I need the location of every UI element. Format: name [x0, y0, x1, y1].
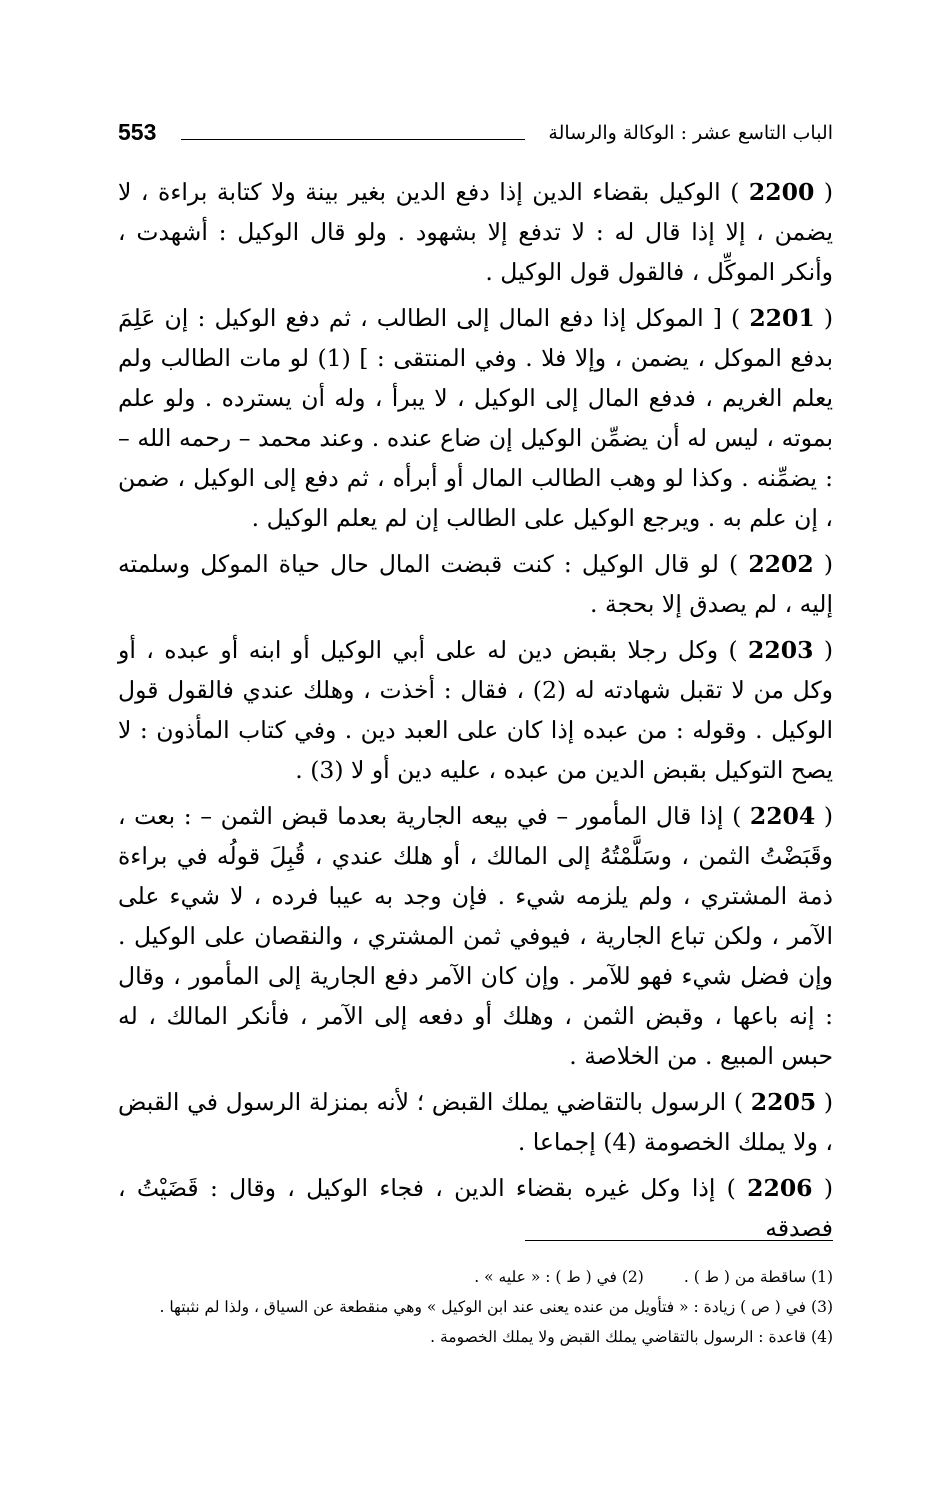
paragraph-2206: ( 2206 ) إذا وكل غيره بقضاء الدين ، فجاء الوكيل ، وقال : قَضَيْتُ ، فصدقه — [118, 1174, 833, 1242]
paragraph-text: إذا قال المأمور – في بيعه الجارية بعدما قبض الثمن – : بعت ، وقَبَضْتُ الثمن ، وسَلَّمْتُهُ إلى المالك ، أو هلك عندي ، قُبِلَ قولُه في براءة ذمة المشتري ، ولم يلزمه شيء . فإن وجد به عيبا فرده ، لا شيء على الآمر ، ولكن تباع الجارية ، فيوفي ثمن المشتري ، والنقصان على الوكيل . وإن فضل شيء فهو للآمر . وإن كان الآمر دفع الجارية إلى المأمور ، وقال : إنه باعها ، وقبض الثمن ، وهلك أو دفعه إلى الآمر ، فأنكر المالك ، له حبس المبيع . من الخلاصة . — [118, 802, 833, 1070]
paragraph-text: [ الموكل إذا دفع المال إلى الطالب ، ثم دفع الوكيل : إن عَلِمَ بدفع الموكل ، يضمن ، وإلا فلا . وفي المنتقى : ] (1) لو مات الطالب ولم يعلم الغريم ، فدفع المال إلى الوكيل ، لا يبرأ ، وله أن يسترده . ولو علم بموته ، ليس له أن يضمِّن الوكيل إن ضاع عنده . وعند محمد – رحمه الله – : يضمِّنه . وكذا لو وهب الطالب المال أو أبرأه ، ثم دفع إلى الوكيل ، ضمن ، إن علم به . ويرجع الوكيل على الطالب إن لم يعلم الوكيل . — [118, 304, 833, 532]
paragraph-text: وكل رجلا بقبض دين له على أبي الوكيل أو ابنه أو عبده ، أو وكل من لا تقبل شهادته له (2) ، فقال : أخذت ، وهلك عندي فالقول قول الوكيل . وقوله : من عبده إذا كان على العبد دين . وفي كتاب المأذون : لا يصح التوكيل بقبض الدين من عبده ، عليه دين أو لا (3) . — [118, 636, 833, 784]
paragraph-number: 2204 — [749, 802, 816, 830]
footnote-1: (1) ساقطة من ( ط ) . — [683, 1268, 833, 1286]
paragraph-2205: ( 2205 ) الرسول بالتقاضي يملك القبض ؛ لأنه بمنزلة الرسول في القبض ، ولا يملك الخصومة (4) إجماعا . — [118, 1088, 834, 1156]
paragraph-number: 2206 — [747, 1174, 813, 1202]
footnotes — [118, 1262, 833, 1352]
header-divider — [181, 139, 525, 140]
footnote-2: (2) في ( ط ) : « عليه » . — [474, 1268, 644, 1286]
paragraph-2203: ( 2203 ) وكل رجلا بقبض دين له على أبي الوكيل أو ابنه أو عبده ، أو وكل من لا تقبل شهادته له (2) ، فقال : أخذت ، وهلك عندي فالقول قول الوكيل . وقوله : من عبده إذا كان على العبد دين . وفي كتاب المأذون : لا يصح التوكيل بقبض الدين من عبده ، عليه دين أو لا (3) . — [118, 636, 834, 784]
paragraph-2204: ( 2204 ) إذا قال المأمور – في بيعه الجارية بعدما قبض الثمن – : بعت ، وقَبَضْتُ الثمن ، وسَلَّمْتُهُ إلى المالك ، أو هلك عندي ، قُبِلَ قولُه في براءة ذمة المشتري ، ولم يلزمه شيء . فإن وجد به عيبا فرده ، لا شيء على الآمر ، ولكن تباع الجارية ، فيوفي ثمن المشتري ، والنقصان على الوكيل . وإن فضل شيء فهو للآمر . وإن كان الآمر دفع الجارية إلى المأمور ، وقال : إنه باعها ، وقبض الثمن ، وهلك أو دفعه إلى الآمر ، فأنكر المالك ، له حبس المبيع . من الخلاصة . — [118, 802, 834, 1070]
paragraph-2201: ( 2201 ) [ الموكل إذا دفع المال إلى الطالب ، ثم دفع الوكيل : إن عَلِمَ بدفع الموكل ، يضمن ، وإلا فلا . وفي المنتقى : ] (1) لو مات الطالب ولم يعلم الغريم ، فدفع المال إلى الوكيل ، لا يبرأ ، وله أن يسترده . ولو علم بموته ، ليس له أن يضمِّن الوكيل إن ضاع عنده . وعند محمد – رحمه الله – : يضمِّنه . وكذا لو وهب الطالب المال أو أبرأه ، ثم دفع إلى الوكيل ، ضمن ، إن علم به . ويرجع الوكيل على الطالب إن لم يعلم الوكيل . — [118, 304, 834, 532]
running-header — [118, 119, 833, 158]
paragraph-number: 2200 — [748, 178, 815, 206]
paragraph-2202: ( 2202 ) لو قال الوكيل : كنت قبضت المال حال حياة الموكل وسلمته إليه ، لم يصدق إلا بحجة . — [118, 550, 834, 618]
footnote-divider — [525, 1240, 833, 1241]
paragraph-number: 2203 — [748, 636, 814, 664]
paragraph-text: لو قال الوكيل : كنت قبضت المال حال حياة الموكل وسلمته إليه ، لم يصدق إلا بحجة . — [118, 550, 833, 618]
page-number: 553 — [118, 119, 157, 145]
paragraph-number: 2202 — [748, 550, 814, 578]
footnote-4: (4) قاعدة : الرسول بالتقاضي يملك القبض ولا يملك الخصومة . — [430, 1328, 833, 1346]
paragraph-2200: ( 2200 ) الوكيل بقضاء الدين إذا دفع الدين بغير بينة ولا كتابة براءة ، لا يضمن ، إلا إذا قال له : لا تدفع إلا بشهود . ولو قال الوكيل : أشهدت ، وأنكر الموكِّل ، فالقول قول الوكيل . — [118, 178, 834, 286]
paragraph-number: 2205 — [750, 1088, 817, 1116]
paragraph-text: الوكيل بقضاء الدين إذا دفع الدين بغير بينة ولا كتابة براءة ، لا يضمن ، إلا إذا قال له : لا تدفع إلا بشهود . ولو قال الوكيل : أشهدت ، وأنكر الموكِّل ، فالقول قول الوكيل . — [118, 178, 833, 286]
footnote-3: (3) في ( ص ) زيادة : « فتأويل من عنده يعنى عند ابن الوكيل » وهي منقطعة عن السياق ، ولذا لم نثبتها . — [159, 1298, 833, 1316]
main-text — [118, 172, 833, 1254]
chapter-title: الباب التاسع عشر : الوكالة والرسالة — [548, 122, 833, 144]
paragraph-text: الرسول بالتقاضي يملك القبض ؛ لأنه بمنزلة الرسول في القبض ، ولا يملك الخصومة (4) إجماعا . — [118, 1088, 833, 1156]
paragraph-text: إذا وكل غيره بقضاء الدين ، فجاء الوكيل ، وقال : قَضَيْتُ ، فصدقه — [118, 1174, 833, 1242]
footnote-row — [118, 1262, 833, 1292]
paragraph-number: 2201 — [749, 304, 815, 332]
